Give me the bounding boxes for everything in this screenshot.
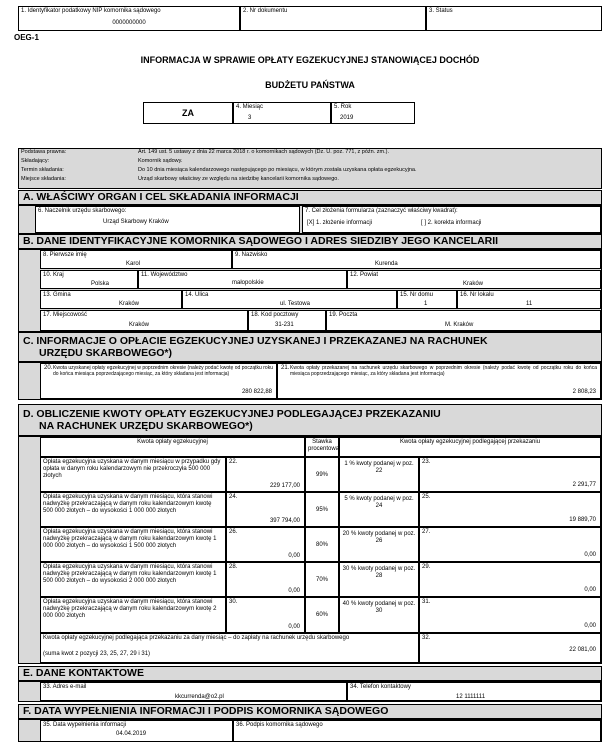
row-fee-value: 229 177,00 (269, 483, 300, 489)
street-field[interactable] (182, 290, 397, 309)
fill-date-label: 35. Data wypełnienia informacji (43, 722, 127, 728)
row-note: 5 % kwoty podanej w poz. 24 (344, 496, 414, 509)
form-title-line2: BUDŻETU PAŃSTWA (265, 80, 355, 90)
section-d-title-line1: D. OBLICZENIE KWOTY OPŁATY EGZEKUCYJNEJ PODLEGAJĄCEJ PRZEKAZANIU (23, 408, 441, 420)
row-fee-value: 397 794,00 (269, 518, 300, 524)
total-label: Kwota opłaty egzekucyjnej podlegająca przekazaniu za dany miesiąc – do zapłaty na rachunek urzędu skarbowego (43, 635, 350, 641)
row-transfer-value: 19 889,70 (569, 517, 596, 523)
house-number-label: 15. Nr domu (400, 292, 434, 298)
total-value: 22 081,00 (569, 647, 596, 653)
total-sub: (suma kwot z pozycji 23, 25, 27, 29 i 31) (43, 651, 151, 657)
house-number-field[interactable] (397, 290, 457, 309)
place-label: Miejsce składania: (21, 176, 66, 182)
col-header-transfer: Kwota opłaty egzekucyjnej podlegającej przekazaniu (339, 437, 601, 457)
phone-value: 12 1111111 (456, 694, 486, 700)
row-transfer-field[interactable] (419, 492, 601, 527)
country-value: Polska (91, 281, 110, 287)
row-fee-field[interactable] (226, 457, 305, 492)
document-number-field[interactable] (240, 6, 426, 31)
row-note-cell (339, 457, 419, 492)
deadline-label: Termin składania: (21, 167, 64, 173)
row-transfer-num: 27. (422, 529, 431, 535)
last-name-label: 9. Nazwisko (235, 252, 268, 258)
postal-code-label: 18. Kod pocztowy (251, 312, 299, 318)
municipality-field[interactable] (40, 290, 182, 309)
row-note-cell (339, 562, 419, 597)
apartment-number-field[interactable] (457, 290, 601, 309)
total-num: 32. (422, 635, 431, 641)
row-fee-value: 0,00 (288, 588, 300, 594)
row-note-cell (339, 527, 419, 562)
collected-fee-field[interactable] (40, 363, 277, 399)
apartment-number-label: 16. Nr lokalu (460, 292, 494, 298)
signature-field[interactable] (233, 720, 601, 742)
row-note-cell (339, 492, 419, 527)
row-description-cell (40, 562, 226, 597)
row-description: Opłata egzekucyjna uzyskana w danym miesiącu, która stanowi nadwyżkę przekraczającą w danym roku kalendarzowym kwotę 1 500 000 złotych – do wysokości 2 000 000 złotych (43, 564, 217, 584)
legal-basis-label: Podstawa prawna: (21, 149, 67, 155)
city-value: Kraków (129, 322, 150, 328)
col-header-fee: Kwota opłaty egzekucyjnej (40, 437, 305, 457)
row-rate-cell (305, 492, 339, 527)
row-transfer-value: 0,00 (584, 552, 596, 558)
section-a-header: A. WŁAŚCIWY ORGAN I CEL SKŁADANIA INFORMACJI (18, 190, 602, 205)
row-fee-field[interactable] (226, 562, 305, 597)
voivodeship-field[interactable] (138, 270, 347, 289)
transferred-fee-num: 21. (281, 365, 290, 371)
transferred-fee-field[interactable] (277, 363, 601, 399)
row-fee-value: 0,00 (288, 624, 300, 630)
row-rate: 80% (315, 541, 328, 548)
row-description-cell (40, 457, 226, 492)
row-fee-field[interactable] (226, 597, 305, 633)
tax-office-field[interactable] (35, 206, 300, 233)
tax-office-value: Urząd Skarbowy Kraków (103, 219, 169, 225)
section-c-header (18, 332, 602, 362)
first-name-label: 8. Pierwsze imię (43, 252, 87, 258)
row-transfer-value: 0,00 (584, 587, 596, 593)
fill-date-value: 04.04.2019 (116, 731, 147, 737)
row-transfer-field[interactable] (419, 597, 601, 633)
phone-label: 34. Telefon kontaktowy (350, 684, 411, 690)
row-description: Opłata egzekucyjna uzyskana w danym miesiącu, która stanowi nadwyżkę przekraczającą w danym roku kalendarzowym kwotę 500 000 złotych – do wysokości 1 000 000 złotych (43, 494, 213, 514)
phone-field[interactable] (347, 682, 601, 701)
country-label: 10. Kraj (43, 272, 64, 278)
section-e-header: E. DANE KONTAKTOWE (18, 666, 602, 681)
county-label: 12. Powiat (350, 272, 379, 278)
year-label: 5. Rok (334, 104, 352, 110)
first-name-field[interactable] (40, 250, 232, 269)
row-transfer-num: 29. (422, 564, 431, 570)
email-field[interactable] (40, 682, 347, 701)
row-note-cell (339, 597, 419, 633)
row-rate-cell (305, 527, 339, 562)
row-fee-field[interactable] (226, 527, 305, 562)
month-value: 3 (248, 115, 252, 121)
row-rate: 60% (315, 612, 328, 618)
legal-basis-value: Art. 149 ust. 5 ustawy z dnia 22 marca 2018 r. o komornikach sądowych (Dz. U. poz. 771, z późn. zm.). (138, 149, 389, 155)
nip-label: 1. Identyfikator podatkowy NIP komornika sądowego (21, 8, 161, 14)
row-note: 30 % kwoty podanej w poz. 28 (342, 566, 416, 579)
row-rate: 95% (315, 506, 328, 513)
city-field[interactable] (40, 310, 248, 331)
row-description: Opłata egzekucyjna uzyskana w danym miesiącu, która stanowi nadwyżkę przekraczającą w danym roku kalendarzowym kwotę 2 000 000 złotych (43, 599, 217, 619)
period-za-box (143, 102, 233, 124)
transferred-fee-value: 2 808,23 (572, 389, 596, 395)
email-value: kkcurrenda@o2.pl (175, 694, 224, 700)
row-note: 40 % kwoty podanej w poz. 30 (342, 601, 416, 614)
purpose-option-correction[interactable]: [ ] 2. korekta informacji (421, 220, 482, 226)
transferred-fee-label: Kwota opłaty przekazanej na rachunek urzędu skarbowego w poprzednim okresie (należy podać kwotę od początku roku do końca miesiąca poprzedzającego miesiąc, za który składana jest informacja) (290, 365, 597, 377)
month-label: 4. Miesiąc (236, 104, 264, 110)
signature-label: 36. Podpis komornika sądowego (236, 722, 323, 728)
post-office-field[interactable] (326, 310, 601, 331)
last-name-field[interactable] (232, 250, 601, 269)
row-description-cell (40, 527, 226, 562)
nip-value: 0000000000 (112, 20, 146, 26)
section-d-header (18, 404, 602, 436)
row-rate-cell (305, 597, 339, 633)
row-transfer-field[interactable] (419, 457, 601, 492)
row-transfer-num: 23. (422, 459, 431, 465)
email-label: 33. Adres e-mail (43, 684, 87, 690)
row-rate-cell (305, 562, 339, 597)
tax-office-label: 6. Naczelnik urzędu skarbowego: (38, 208, 127, 214)
filer-value: Komornik sądowy. (138, 158, 183, 164)
row-description-cell (40, 492, 226, 527)
row-transfer-field[interactable] (419, 562, 601, 597)
section-f-header: F. DATA WYPEŁNIENIA INFORMACJI I PODPIS KOMORNIKA SĄDOWEGO (18, 704, 602, 719)
county-field[interactable] (347, 270, 601, 289)
voivodeship-label: 11. Województwo (141, 272, 188, 278)
municipality-label: 13. Gmina (43, 292, 71, 298)
section-b-header: B. DANE IDENTYFIKACYJNE KOMORNIKA SĄDOWEGO I ADRES SIEDZIBY JEGO KANCELARII (18, 234, 602, 249)
row-transfer-value: 0,00 (584, 623, 596, 629)
municipality-value: Kraków (119, 301, 140, 307)
purpose-option-submit[interactable]: [X] 1. złożenie informacji (307, 220, 373, 226)
section-c-title-line1: C. INFORMACJE O OPŁACIE EGZEKUCYJNEJ UZYSKANEJ I PRZEKAZANEJ NA RACHUNEK (23, 335, 488, 347)
row-transfer-num: 25. (422, 494, 431, 500)
form-title-line1: INFORMACJA W SPRAWIE OPŁATY EGZEKUCYJNEJ STANOWIĄCEJ DOCHÓD (140, 55, 480, 65)
row-description: Opłata egzekucyjna uzyskana w danym miesiącu w przypadku gdy opłata w danym roku kalendarzowym nie przekroczyła 500 000 złotych (43, 459, 221, 479)
post-office-value: M. Kraków (445, 322, 474, 328)
document-number-label: 2. Nr dokumentu (243, 8, 288, 14)
status-field[interactable] (426, 6, 602, 31)
row-fee-num: 26. (229, 529, 238, 535)
total-field[interactable] (419, 633, 601, 663)
section-d-title-line2: NA RACHUNEK URZĘDU SKARBOWEGO*) (39, 420, 253, 432)
county-value: Kraków (463, 281, 484, 287)
collected-fee-label: Kwota uzyskanej opłaty egzekucyjnej w poprzednim okresie (należy podać kwotę od początku roku do końca miesiąca poprzedzającego miesiąc, za który składana jest informacja) (53, 365, 273, 377)
year-field[interactable] (331, 102, 415, 124)
row-description: Opłata egzekucyjna uzyskana w danym miesiącu, która stanowi nadwyżkę przekraczającą w danym roku kalendarzowym kwotę 1 000 000 złotych – do wysokości 1 500 000 złotych (43, 529, 217, 549)
row-transfer-field[interactable] (419, 527, 601, 562)
row-fee-field[interactable] (226, 492, 305, 527)
purpose-field (302, 206, 601, 233)
collected-fee-value: 280 822,88 (241, 389, 272, 395)
row-fee-num: 30. (229, 599, 238, 605)
row-note: 20 % kwoty podanej w poz. 26 (342, 531, 416, 544)
postal-code-field[interactable] (248, 310, 326, 331)
form-code: OEG-1 (14, 33, 39, 42)
nip-field[interactable] (18, 6, 240, 31)
city-label: 17. Miejscowość (43, 312, 88, 318)
month-field[interactable] (233, 102, 331, 124)
section-c-title-line2: URZĘDU SKARBOWEGO*) (39, 347, 172, 359)
street-label: 14. Ulica (185, 292, 209, 298)
last-name-value: Kurenda (375, 261, 398, 267)
row-fee-num: 22. (229, 459, 238, 465)
deadline-value: Do 10 dnia miesiąca kalendarzowego następującego po miesiącu, w którym została uzyskana opłata egzekucyjna. (138, 167, 417, 173)
year-value: 2019 (340, 115, 354, 121)
status-label: 3. Status (429, 8, 453, 14)
purpose-label: 7. Cel złożenia formularza (zaznaczyć właściwy kwadrat): (305, 208, 458, 214)
house-number-value: 1 (424, 301, 428, 307)
total-label-cell (40, 633, 419, 663)
street-value: ul. Testowa (280, 301, 310, 307)
period-za-label: ZA (182, 108, 194, 118)
post-office-label: 19. Poczta (329, 312, 358, 318)
col-header-rate: Stawka procentowa (305, 437, 339, 457)
row-description-cell (40, 597, 226, 633)
row-rate: 99% (315, 471, 328, 478)
row-transfer-value: 2 291,77 (572, 482, 596, 488)
row-fee-value: 0,00 (288, 553, 300, 559)
country-field[interactable] (40, 270, 138, 289)
fill-date-field[interactable] (40, 720, 233, 742)
apartment-number-value: 11 (526, 301, 533, 307)
row-rate: 70% (315, 576, 328, 583)
filer-label: Składający: (21, 158, 50, 164)
row-fee-num: 28. (229, 564, 238, 570)
first-name-value: Karol (126, 261, 141, 267)
collected-fee-num: 20. (44, 365, 53, 371)
voivodeship-value: małopolskie (232, 280, 264, 286)
row-rate-cell (305, 457, 339, 492)
place-value: Urząd skarbowy właściwy ze względu na siedzibę kancelarii komornika sądowego. (138, 176, 339, 182)
postal-code-value: 31-231 (275, 322, 294, 328)
row-transfer-num: 31. (422, 599, 431, 605)
row-fee-num: 24. (229, 494, 238, 500)
row-note: 1 % kwoty podanej w poz. 22 (344, 461, 414, 474)
